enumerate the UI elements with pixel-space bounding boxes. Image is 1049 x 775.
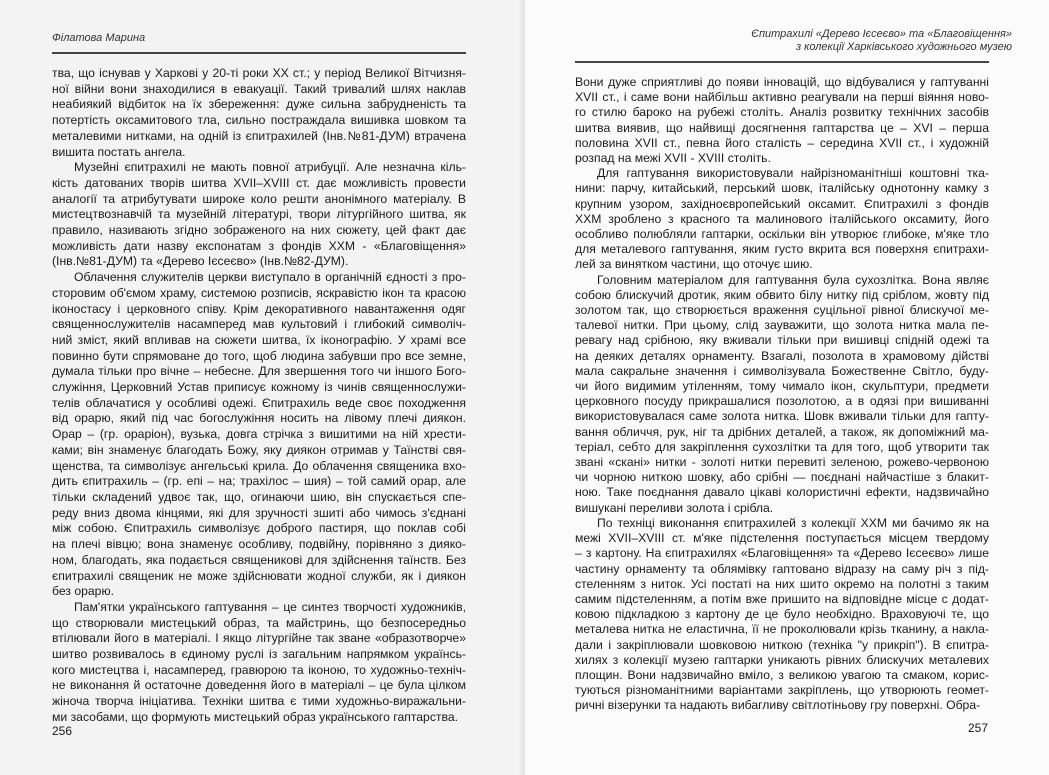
text-line: дить єпитрахиль – (гр. епі – на; трахілос – шия) – той самий орар, але (52, 474, 466, 489)
text-line: неабиякий відбиток на їх збереження: дуже сильна забрудненість та (52, 97, 466, 112)
left-page-body (52, 66, 466, 726)
paragraph (52, 160, 466, 270)
text-line: особливо полюбляли гаптарки, оскільки він утворює глибоке, м'яке тло (575, 227, 989, 242)
header-title-line: з колекції Харківського художнього музею (795, 41, 1012, 53)
text-line: металевими нитками, на одній із єпитрахилей (Інв.№81-ДУМ) втрачена (52, 128, 466, 143)
text-line: потертість оксамитового тла, сильно постраждала вишивка шовком та (52, 113, 466, 128)
text-line: чи чорною ниткою шовку, або срібні — поєднані найчастіше з блакит- (575, 470, 989, 485)
text-line: на деяких деталях орнаменту. Взагалі, позолота в храмовому дійстві (575, 348, 989, 363)
text-line: ковою підкладкою з картону де це було необхідно. Враховуючі те, що (575, 607, 989, 622)
text-line: стеленням з ниток. Усі постаті на них шито окремо на полотні з таким (575, 576, 989, 591)
text-line: частину орнаменту та облямівку гаптовано відразу на саму річ з під- (575, 561, 989, 576)
text-line: іконостасу і церковного співу. Крім декоративного навантаження одяг (52, 301, 466, 316)
text-line: ричні візерунки та надають вибагливу світлотіньову гру поверхні. Обра- (575, 698, 981, 713)
text-line: хилях з колекції музею гаптарки уникають рівних блискучих металевих (575, 652, 989, 667)
text-line: звані «скані» нитки - золоті нитки перевиті зеленою, рожево-червоною (575, 455, 989, 470)
page-number: 257 (967, 721, 988, 735)
text-line: телів облачатися у особливі одежі. Єпитрахиль веде своє походження (52, 395, 466, 410)
text-line: теріал, себто для закріплення сухозлітки та для того, щоб утворити так (575, 439, 989, 454)
paragraph (52, 270, 466, 600)
running-header-author: Філатова Марина (52, 32, 146, 44)
text-line: втілювали його в матеріалі. І якщо літургійне так зване «образотворче» (52, 631, 466, 646)
text-line: тільки складений удвоє так, що, огинаючи шию, він спускається спе- (52, 489, 466, 504)
text-line: половина XVII ст., певна його сталість – середина XVII ст., і художній (575, 135, 989, 150)
text-line: металева нитка не еластична, її не проколювали крізь тканину, а накла- (575, 622, 989, 637)
text-line: єпитрахилі священик не може здійснювати жодної служби, як і диякон (52, 568, 466, 583)
right-page (525, 0, 1049, 775)
text-line: на плечі вівцю; вона знаменує особливу, подвійну, порівняно з дияко- (52, 537, 466, 552)
text-line: самим підстеленням, а потім вже пришито на відповідне місце с додат- (575, 591, 989, 606)
text-line: туються різноманітними варіантами закріплень, що утворюють геомет- (575, 683, 989, 698)
header-title-line: Єпитрахилі «Дерево Ієсеєво» та «Благовіщення» (751, 28, 1012, 40)
text-line: кого мистецтва і, насамперед, гравюрою та іконою, то художньо-техніч- (52, 662, 466, 677)
text-line: кість датованих творів шитва XVII–XVIII ст. дає можливість провести (52, 175, 466, 190)
text-line: ною. Таке поєднання давало цікаві колористичні ефекти, надзвичайно (575, 485, 989, 500)
text-line: ми засобами, що формують мистецький образ українського гаптарства. (52, 709, 459, 724)
text-line: (Інв.№81-ДУМ) та «Дерево Ієсеєво» (Інв.№82-ДУМ). (52, 254, 349, 269)
text-line: Пам'ятки українського гаптування – це синтез творчості художників, (74, 599, 466, 614)
text-line: сторовим об'ємом храму, системою розписів, яскравістю ікон та красою (52, 285, 466, 300)
text-line: крупним узором, західноєвропейський оксамит. Єпитрахилі з фондів (575, 196, 989, 211)
text-line: ном, благодать, яка подається священикові для здійснення таїнств. Без (52, 552, 466, 567)
text-line: лей за винятком частини, що оточує шию. (575, 257, 813, 272)
text-line: церковного посуду прикрашалися позолотою, а в одязі при вишиванні (575, 394, 989, 409)
text-line: використовувалася саме золота нитка. Шовк вживали тільки для гапту- (575, 409, 989, 424)
paragraph (575, 75, 989, 166)
text-line: для металевого гаптування, яким густо вкрита вся поверхня єпитрахи- (575, 242, 989, 257)
paragraph (52, 66, 466, 160)
text-line: вишукані переливи золота і срібла. (575, 500, 774, 515)
text-line: ревагу над срібною, яку вживали тільки при вишивці спідній одежі та (575, 333, 989, 348)
text-line: дали і закріплювали шовковою ниткою (техніка "у прикріп"). В єпитра- (575, 637, 989, 652)
text-line: По техніці виконання єпитрахилей з колекції ХХМ ми бачимо як на (597, 515, 989, 530)
text-line: чи його видимим утіленням, тому чимало ікон, скульптури, предмети (575, 379, 989, 394)
paragraph (52, 600, 466, 726)
paragraph (575, 516, 989, 714)
text-line: розпад на межі XVII - XVIII століть. (575, 151, 771, 166)
text-line: ний зміст, який впливав на сюжети шитва, їх іконографію. У храмі все (52, 332, 466, 347)
text-line: між собою. Єпитрахиль символізує доброго пастиря, що поклав собі (52, 521, 466, 536)
text-line: – з картону. На єпитрахилях «Благовіщення» та «Дерево Ієсеєво» лише (575, 546, 989, 561)
text-line: думала тільки про вічне – небесне. Для звершення того чи іншого Бого- (52, 364, 466, 379)
text-line: правило, називають згідно зображеного на них сюжету, цей факт дає (52, 223, 466, 238)
text-line: що створювали мистецький образ, та майстринь, що безпосередньо (52, 615, 466, 630)
text-line: Головним матеріалом для гаптування була сухозлітка. Вона являє (597, 272, 989, 287)
text-line: без орарю. (52, 584, 114, 599)
text-line: талевої нитки. При цьому, слід зауважити, що золота нитка мала пе- (575, 318, 989, 333)
text-line: Для гаптування використовували найрізноманітніші коштовні тка- (597, 166, 989, 181)
text-line: реду вниз двома кінцями, які для зручності зшиті або чимось з'єднані (52, 505, 466, 520)
text-line: щенства, та символізує ангельські крила. До облачення священика вхо- (52, 458, 466, 473)
text-line: шитво розвивалось в єдиному руслі із загальним напрямком українсь- (52, 647, 466, 662)
text-line: можливість дати назву експонатам з фондів ХХМ - «Благовіщення» (52, 238, 466, 253)
text-line: тва, що існував у Харкові у 20-ті роки ХХ ст.; у період Великої Вітчизня- (52, 66, 466, 80)
text-line: золотом так, що створюється враження суцільної рівної блискучої ме- (575, 303, 989, 318)
text-line: мала сакральне значення і символізувала Божественне Світло, буду- (575, 363, 989, 378)
text-line: повинно бути спрямоване до того, щоб людина забувши про все земне, (52, 348, 466, 363)
paragraph (575, 166, 989, 272)
text-line: Вони дуже сприятливі до появи інновацій, що відбувалися у гаптуванні (575, 75, 989, 89)
text-line: вишита постать ангела. (52, 144, 186, 159)
text-line: священнослужителів насамперед мав культовий і глибокий символіч- (52, 317, 466, 332)
text-line: ної війни вони знаходилися в евакуації. Такий тривалий шлях наклав (52, 81, 466, 96)
header-rule (52, 52, 466, 54)
text-line: жіноча творча ініціатива. Техніки шитва є тими художньо-виражальни- (52, 694, 466, 709)
text-line: межі XVII–XVIII ст. м'яке підстелення поступається місцем твердому (575, 531, 989, 546)
text-line: площин. Вони надзвичайно вміло, з великою увагою та смаком, корис- (575, 667, 989, 682)
text-line: служіння, Церковний Устав приписує кожному із чинів священнослужи- (52, 380, 466, 395)
text-line: від орарю, який під час богослужіння носить на лівому плечі диякон. (52, 411, 466, 426)
text-line: Музейні єпитрахилі не мають повної атрибуції. Але незначна кіль- (74, 160, 466, 175)
text-line: нини: парчу, китайський, перський шовк, італійську однотонну камку з (575, 181, 989, 196)
text-line: собою блискучий дротик, яким обвито білу нитку під сріблом, жовту під (575, 287, 989, 302)
text-line: аналогії та атрибутувати широке коло решти анонімного матеріалу. В (52, 191, 466, 206)
text-line: Облачення служителів церкви виступало в органічній єдності з про- (74, 270, 466, 285)
text-line: Орар – (гр. ораріон), вузька, довга стрічка з вишитими на ній хрести- (52, 427, 466, 442)
text-line: вання обличчя, рук, ніг та дрібних деталей, а також, як допоміжний ма- (575, 424, 989, 439)
text-line: XVII ст., і саме вони найбільш активно реагували на перші віяння ново- (575, 90, 989, 105)
paragraph (575, 273, 989, 516)
text-line: го стилю бароко на рубежі століть. Аналіз розвитку технічних засобів (575, 105, 989, 120)
right-page-body (575, 75, 989, 714)
text-line: мистецтвознавчій та музейній літературі, твори літургійного шитва, як (52, 207, 466, 222)
header-rule (575, 61, 989, 63)
text-line: не виконання й остаточне доведення його в матеріалі – це була цілком (52, 678, 466, 693)
page-number: 256 (52, 724, 73, 738)
text-line: ками; він знаменує благодать Божу, яку диякон отримав у Таїнстві свя- (52, 442, 466, 457)
text-line: ХХМ зроблено з красного та малинового італійського оксамиту, його (575, 211, 989, 226)
text-line: шитва виявив, що найвищі досягнення гаптарства це – XVI – перша (575, 120, 989, 135)
running-header-title (751, 28, 1012, 54)
